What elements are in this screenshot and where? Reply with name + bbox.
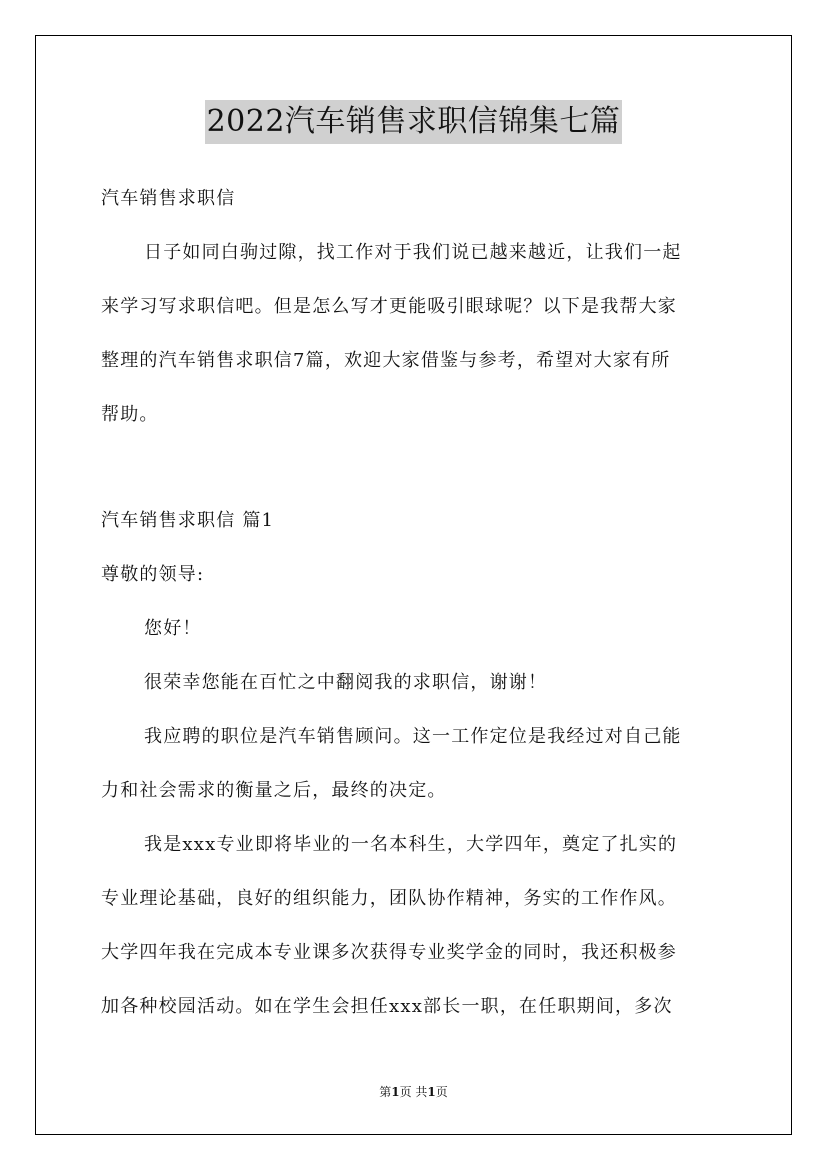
page-footer [0, 1084, 827, 1100]
intro-line: 整理的汽车销售求职信7篇，欢迎大家借鉴与参考，希望对大家有所 [101, 350, 671, 371]
intro-heading: 汽车销售求职信 [101, 188, 236, 209]
document-title [0, 100, 827, 144]
footer-page-number: 1 [391, 1085, 400, 1099]
background-line: 我是xxx专业即将毕业的一名本科生，大学四年，奠定了扎实的 [144, 834, 678, 855]
footer-page-prefix: 第 [379, 1085, 392, 1099]
intro-line: 日子如同白驹过隙，找工作对于我们说已越来越近，让我们一起 [144, 242, 682, 263]
background-line: 专业理论基础，良好的组织能力，团队协作精神，务实的工作作风。 [101, 888, 677, 909]
intro-line: 帮助。 [101, 404, 159, 425]
document-body [101, 172, 729, 1034]
intro-line: 来学习写求职信吧。但是怎么写才更能吸引眼球呢？以下是我帮大家 [101, 296, 677, 317]
paragraph-spacer [101, 442, 729, 494]
document-title-text: 2022汽车销售求职信锦集七篇 [205, 100, 623, 144]
thanks-line: 很荣幸您能在百忙之中翻阅我的求职信，谢谢！ [144, 672, 548, 693]
background-line: 大学四年我在完成本专业课多次获得专业奖学金的同时，我还积极参 [101, 942, 677, 963]
position-line: 我应聘的职位是汽车销售顾问。这一工作定位是我经过对自己能 [144, 726, 682, 747]
background-line: 加各种校园活动。如在学生会担任xxx部长一职，在任职期间，多次 [101, 996, 673, 1017]
footer-page-suffix: 页 [435, 1085, 448, 1099]
footer-page-mid: 页 共 [399, 1085, 428, 1099]
salutation: 尊敬的领导: [101, 564, 205, 585]
footer-page-total: 1 [427, 1085, 436, 1099]
section-heading: 汽车销售求职信 篇1 [101, 510, 275, 531]
greeting: 您好！ [144, 618, 202, 639]
position-line: 力和社会需求的衡量之后，最终的决定。 [101, 780, 447, 801]
